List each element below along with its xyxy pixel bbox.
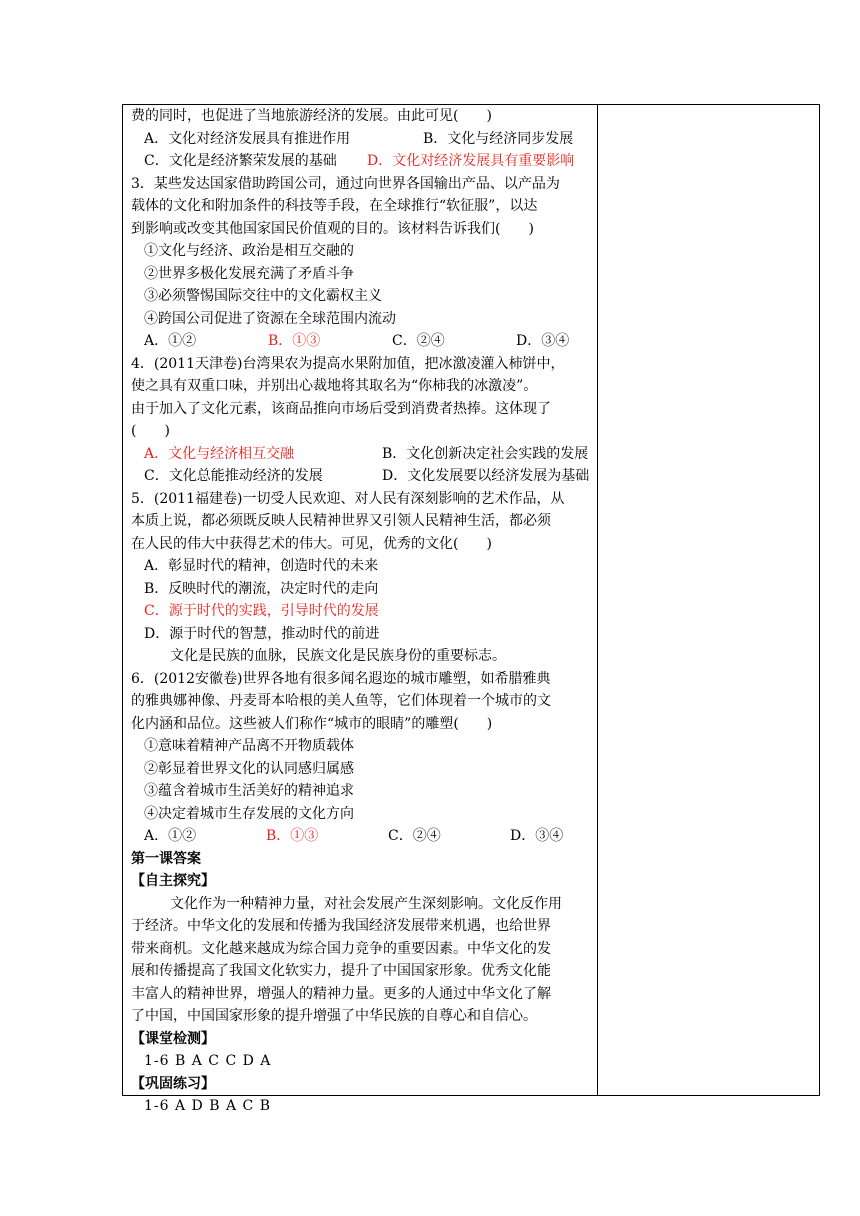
zizhu-line3: 带来商机。文化越来越成为综合国力竞争的重要因素。中华文化的发 <box>131 940 551 957</box>
q4-option-a-answer: A．文化与经济相互交融 <box>144 445 295 462</box>
q3-line3: 到影响或改变其他国家国民价值观的目的。该材料告诉我们( ) <box>131 220 534 237</box>
q6-line2: 的雅典娜神像、丹麦哥本哈根的美人鱼等，它们体现着一个城市的文 <box>131 693 551 709</box>
q4-option-b: B．文化创新决定社会实践的发展 <box>382 445 589 462</box>
q6-option-d: D．③④ <box>510 828 564 844</box>
q5-line2: 本质上说，都必须既反映人民精神世界又引领人民精神生活，都必须 <box>131 513 551 529</box>
q3-item1: ①文化与经济、政治是相互交融的 <box>144 243 354 259</box>
question-column <box>131 105 593 1118</box>
q2-option-c: C．文化是经济繁荣发展的基础 <box>144 153 337 169</box>
ketang-answers: 1-6 B A C C D A <box>144 1053 272 1069</box>
q6-item4: ④决定着城市生存发展的文化方向 <box>144 805 354 822</box>
q3-option-d: D．③④ <box>516 333 570 349</box>
zizhu-line1: 文化作为一种精神力量，对社会发展产生深刻影响。文化反作用 <box>170 895 562 912</box>
q2-stem: 费的同时，也促进了当地旅游经济的发展。由此可见( ) <box>131 108 492 124</box>
q2-options-row1 <box>131 128 593 151</box>
q2-option-b: B．文化与经济同步发展 <box>423 130 574 147</box>
q6-item1: ①意味着精神产品离不开物质载体 <box>144 738 354 754</box>
zizhu-line4: 展和传播提高了我国文化软实力，提升了中国国家形象。优秀文化能 <box>131 963 551 979</box>
q3-option-b-answer: B．①③ <box>268 333 321 349</box>
q2-option-d-answer: D．文化对经济发展具有重要影响 <box>367 153 575 169</box>
q6-intro: 文化是民族的血脉，民族文化是民族身份的重要标志。 <box>170 648 506 664</box>
q6-item3: ③蕴含着城市生活美好的精神追求 <box>144 783 354 799</box>
q4-line3: 由于加入了文化元素，该商品推向市场后受到消费者热捧。这体现了 <box>131 400 551 417</box>
q3-item4: ④跨国公司促进了资源在全球范围内流动 <box>144 310 396 327</box>
q2-option-a: A．文化对经济发展具有推进作用 <box>144 130 351 147</box>
q4-options-row2 <box>131 465 593 488</box>
worksheet-table <box>122 104 820 1114</box>
q3-item3: ③必须警惕国际交往中的文化霸权主义 <box>144 288 382 304</box>
q4-line4: ( ) <box>131 423 170 439</box>
q3-item2: ②世界多极化发展充满了矛盾斗争 <box>144 265 354 282</box>
zizhu-line6: 了中国，中国国家形象的提升增强了中华民族的自尊心和自信心。 <box>131 1008 537 1024</box>
q6-option-b-answer: B．①③ <box>266 828 319 844</box>
q5-option-d: D．源于时代的智慧，推动时代的前进 <box>144 625 380 642</box>
q4-option-c: C．文化总能推动经济的发展 <box>144 468 323 484</box>
q6-option-a: A．①② <box>144 828 197 844</box>
q3-option-a: A．①② <box>144 333 197 349</box>
q3-line1: 3．某些发达国家借助跨国公司，通过向世界各国输出产品、以产品为 <box>131 175 560 192</box>
gonggu-answers: 1-6 A D B A C B <box>144 1098 271 1114</box>
q6-option-c: C．②④ <box>388 828 441 844</box>
q3-option-c: C．②④ <box>392 333 445 349</box>
q4-option-d: D．文化发展要以经济发展为基础 <box>382 468 590 484</box>
q5-line3: 在人民的伟大中获得艺术的伟大。可见，优秀的文化( ) <box>131 535 492 552</box>
q3-options <box>131 330 593 353</box>
q2-options-row2 <box>131 150 593 173</box>
q5-option-a: A．彰显时代的精神，创造时代的未来 <box>144 558 379 574</box>
q5-line1: 5．(2011福建卷)一切受人民欢迎、对人民有深刻影响的艺术作品，从 <box>131 490 565 507</box>
notes-column <box>598 105 819 1095</box>
q3-line2: 载体的文化和附加条件的科技等手段，在全球推行“软征服”，以达 <box>131 198 538 214</box>
q6-options <box>131 825 593 848</box>
q5-option-b: B．反映时代的潮流，决定时代的走向 <box>144 580 379 597</box>
q4-line2: 使之具有双重口味，并别出心裁地将其取名为“你柿我的冰激凌”。 <box>131 378 538 394</box>
ketang-heading: 【课堂检测】 <box>131 1030 215 1047</box>
q4-line1: 4．(2011天津卷)台湾果农为提高水果附加值，把冰激凌灌入柿饼中， <box>131 355 565 372</box>
gonggu-heading: 【巩固练习】 <box>131 1075 215 1092</box>
q6-item2: ②彰显着世界文化的认同感归属感 <box>144 760 354 777</box>
zizhu-line2: 于经济。中华文化的发展和传播为我国经济发展带来机遇，也给世界 <box>131 918 551 934</box>
zizhu-line5: 丰富人的精神世界，增强人的精神力量。更多的人通过中华文化了解 <box>131 985 551 1002</box>
q5-option-c-answer: C．源于时代的实践，引导时代的发展 <box>144 603 379 619</box>
q6-line1: 6．(2012安徽卷)世界各地有很多闻名遐迩的城市雕塑，如希腊雅典 <box>131 670 551 687</box>
zizhu-heading: 【自主探究】 <box>131 873 215 889</box>
q6-line3: 化内涵和品位。这些被人们称作“城市的眼睛”的雕塑( ) <box>131 715 493 732</box>
q4-options-row1 <box>131 443 593 466</box>
answers-title: 第一课答案 <box>131 850 201 867</box>
